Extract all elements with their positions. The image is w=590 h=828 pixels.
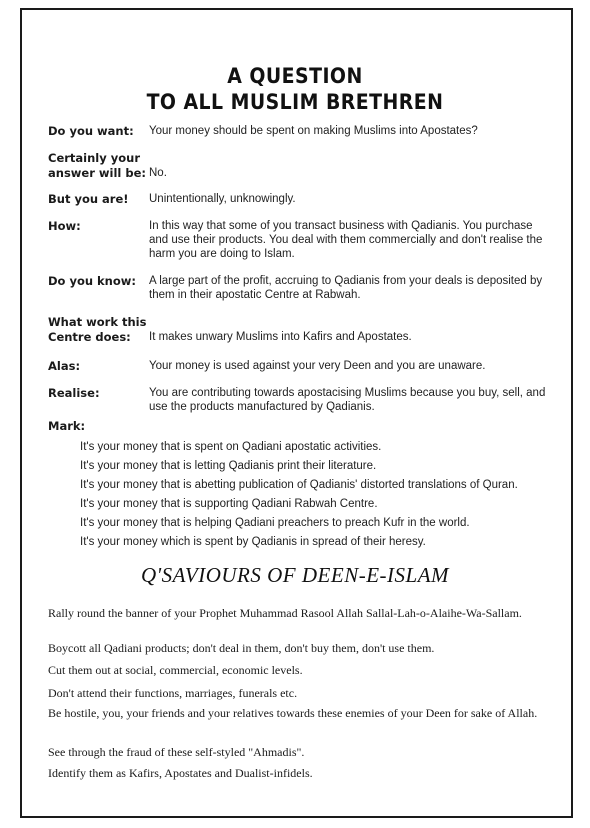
page-title-line-1: A QUESTION: [227, 64, 363, 88]
qa-answer: A large part of the profit, accruing to Qadianis from your deals is deposited by them in their apostatic Centre at Rabwah.: [149, 275, 543, 301]
qa-label: Alas:: [48, 359, 81, 373]
qa-answer: Unintentionally, unknowingly.: [149, 193, 296, 205]
qa-label: Realise:: [48, 386, 100, 400]
qa-answer: Your money is used against your very Deen and you are unaware.: [149, 360, 486, 372]
list-item: It's your money that is spent on Qadiani apostatic activities.: [80, 441, 382, 453]
qa-answer: It makes unwary Muslims into Kafirs and Apostates.: [149, 331, 412, 343]
paragraph: Identify them as Kafirs, Apostates and Dualist-infidels.: [48, 766, 313, 780]
mark-list: [80, 438, 550, 552]
qa-answer: Your money should be spent on making Muslims into Apostates?: [149, 125, 478, 137]
paragraph: See through the fraud of these self-styled "Ahmadis".: [48, 745, 305, 759]
qa-label: But you are!: [48, 192, 129, 206]
paragraph: Don't attend their functions, marriages, funerals etc.: [48, 686, 298, 700]
paragraph: Cut them out at social, commercial, economic levels.: [48, 663, 303, 677]
mark-label: Mark:: [48, 419, 86, 433]
page-title-line-2: TO ALL MUSLIM BRETHREN: [146, 90, 444, 114]
paragraph: Boycott all Qadiani products; don't deal in them, don't buy them, don't use them.: [48, 641, 435, 655]
section-title: Q'SAVIOURS OF DEEN-E-ISLAM: [140, 563, 450, 587]
list-item: It's your money that is supporting Qadiani Rabwah Centre.: [80, 498, 378, 510]
list-item: It's your money that is helping Qadiani preachers to preach Kufr in the world.: [80, 517, 470, 529]
paragraph: Rally round the banner of your Prophet Muhammad Rasool Allah Sallal-Lah-o-Alaihe-Wa-Sallam.: [48, 606, 522, 620]
qa-label: What work this Centre does:: [48, 315, 147, 344]
list-item: It's your money which is spent by Qadianis in spread of their heresy.: [80, 536, 426, 548]
qa-label: Certainly your answer will be:: [48, 151, 146, 180]
qa-label: How:: [48, 219, 81, 233]
paragraph: Be hostile, you, your friends and your relatives towards these enemies of your Deen for sake of Allah.: [48, 706, 538, 720]
qa-answer: In this way that some of you transact business with Qadianis. You purchase and use their products. You deal with them commercially and don't realise the harm you are doing to Islam.: [149, 220, 543, 260]
list-item: It's your money that is abetting publication of Qadianis' distorted translations of Quran.: [80, 479, 518, 491]
qa-label: Do you know:: [48, 274, 136, 288]
qa-answer: You are contributing towards apostacising Muslims because you buy, sell, and use the products manufactured by Qadianis.: [149, 387, 546, 413]
list-item: It's your money that is letting Qadianis print their literature.: [80, 460, 377, 472]
qa-label: Do you want:: [48, 124, 134, 138]
qa-answer: No.: [149, 167, 167, 179]
